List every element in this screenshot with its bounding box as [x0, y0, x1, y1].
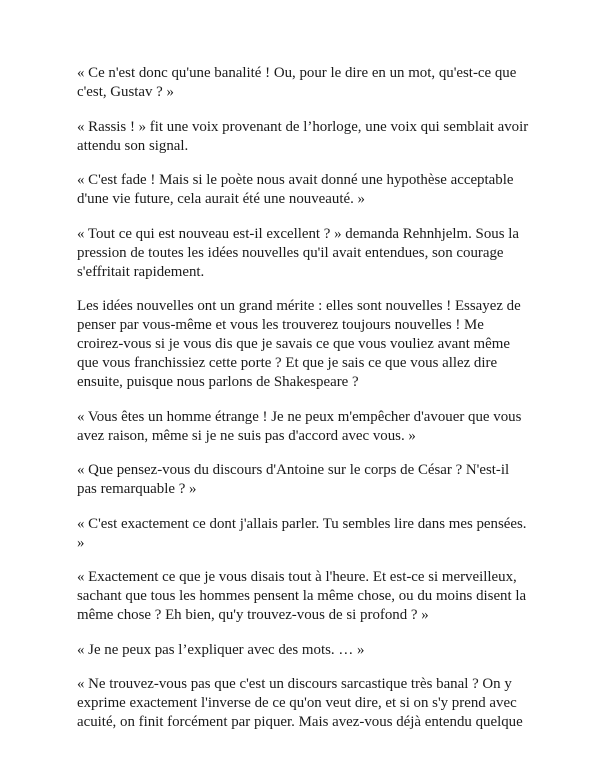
- paragraph-8: « C'est exactement ce dont j'allais parler. Tu sembles lire dans mes pensées. »: [77, 515, 527, 551]
- paragraph-9: « Exactement ce que je vous disais tout à l'heure. Et est-ce si merveilleux, sachant que tous les hommes pensent la même chose, ou du moins disent la même chose ? Eh bien, qu'y trouvez-vous de si profond ? »: [77, 569, 527, 623]
- paragraph-3: « C'est fade ! Mais si le poète nous avait donné une hypothèse acceptable d'une vie future, cela aurait été une nouveauté. »: [77, 172, 514, 207]
- paragraph-10: « Je ne peux pas l’expliquer avec des mots. … »: [77, 641, 365, 658]
- paragraph-6: « Vous êtes un homme étrange ! Je ne peux m'empêcher d'avouer que vous avez raison, même si je ne suis pas d'accord avec vous. »: [77, 408, 522, 444]
- paragraph-11: « Ne trouvez-vous pas que c'est un discours sarcastique très banal ? On y exprime exactement l'inverse de ce qu'on veut dire, et si on s'y prend avec acuité, on finit forcément par piquer. Mais avez-vous déjà entendu quelque: [77, 676, 523, 730]
- paragraph-7: « Que pensez-vous du discours d'Antoine sur le corps de César ? N'est-il pas remarquable ? »: [77, 462, 510, 497]
- paragraph-5: Les idées nouvelles ont un grand mérite : elles sont nouvelles ! Essayez de penser par vous-même et vous les trouverez toujours nouvelles ! Me croirez-vous si je vous dis que je savais ce que vous vouliez avant même que vous franchissiez cette porte ? Et que je sais ce que vous allez dire ensuite, puisque nous parlons de Shakespeare ?: [77, 298, 521, 390]
- paragraph-4: « Tout ce qui est nouveau est-il excellent ? » demanda Rehnhjelm. Sous la pression de toutes les idées nouvelles qu'il avait entendues, son courage s'effritait rapidement.: [77, 225, 519, 280]
- paragraph-1: « Ce n'est donc qu'une banalité ! Ou, pour le dire en un mot, qu'est-ce que c'est, Gustav ? »: [77, 65, 517, 100]
- paragraph-2: « Rassis ! » fit une voix provenant de l’horloge, une voix qui semblait avoir attendu son signal.: [77, 118, 529, 154]
